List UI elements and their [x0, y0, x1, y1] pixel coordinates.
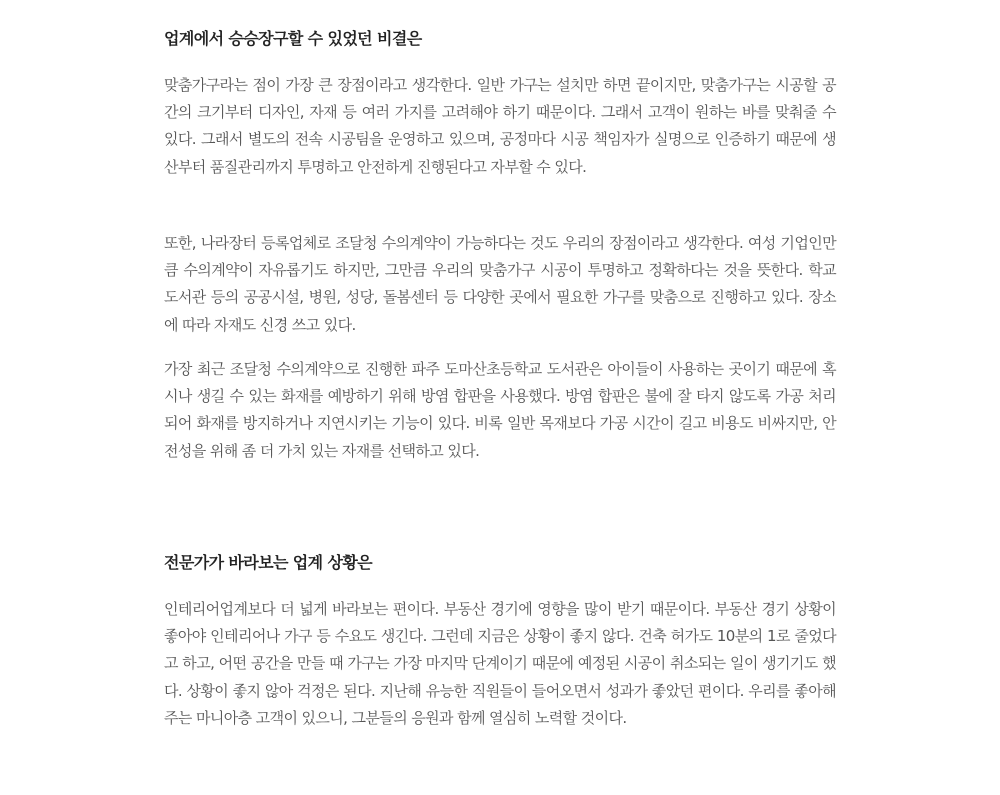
section-heading-industry-outlook: 전문가가 바라보는 업계 상황은 [164, 553, 373, 572]
paragraph-procurement-contract: 또한, 나라장터 등록업체로 조달청 수의계약이 가능하다는 것도 우리의 장점이라고 생각한다. 여성 기업인만큼 수의계약이 자유롭기도 하지만, 그만큼 우리의 맞춤가구 시공이 투명하고 정확하다는 것을 뜻한다. 학교 도서관 등의 공공시설, 병원, 성당, 돌봄센터 등 다양한 곳에서 필요한 가구를 맞춤으로 진행하고 있다. 장소에 따라 자재도 신경 쓰고 있다. [164, 234, 836, 334]
paragraph-industry-situation: 인테리어업계보다 더 넓게 바라보는 편이다. 부동산 경기에 영향을 많이 받기 때문이다. 부동산 경기 상황이 좋아야 인테리어나 가구 등 수요도 생긴다. 그런데 지금은 상황이 좋지 않다. 건축 허가도 10분의 1로 줄었다고 하고, 어떤 공간을 만들 때 가구는 가장 마지막 단계이기 때문에 예정된 시공이 취소되는 일이 생기기도 했다. 상황이 좋지 않아 걱정은 된다. 지난해 유능한 직원들이 들어오면서 성과가 좋았던 편이다. 우리를 좋아해 주는 마니아층 고객이 있으니, 그분들의 응원과 함께 열심히 노력할 것이다. [164, 600, 836, 727]
paragraph-school-library-project: 가장 최근 조달청 수의계약으로 진행한 파주 도마산초등학교 도서관은 아이들이 사용하는 곳이기 때문에 혹시나 생길 수 있는 화재를 예방하기 위해 방염 합판을 사용했다. 방염 합판은 불에 잘 타지 않도록 가공 처리되어 화재를 방지하거나 지연시키는 기능이 있다. 비록 일반 목재보다 가공 시간이 길고 비용도 비싸지만, 안전성을 위해 좀 더 가치 있는 자재를 선택하고 있다. [164, 360, 836, 460]
paragraph-custom-furniture: 맞춤가구라는 점이 가장 큰 장점이라고 생각한다. 일반 가구는 설치만 하면 끝이지만, 맞춤가구는 시공할 공간의 크기부터 디자인, 자재 등 여러 가지를 고려해야 하기 때문이다. 그래서 고객이 원하는 바를 맞춰줄 수 있다. 그래서 별도의 전속 시공팀을 운영하고 있으며, 공정마다 시공 책임자가 실명으로 인증하기 때문에 생산부터 품질관리까지 투명하고 안전하게 진행된다고 자부할 수 있다. [164, 76, 836, 176]
section-heading-secret-of-success: 업계에서 승승장구할 수 있었던 비결은 [164, 29, 422, 48]
